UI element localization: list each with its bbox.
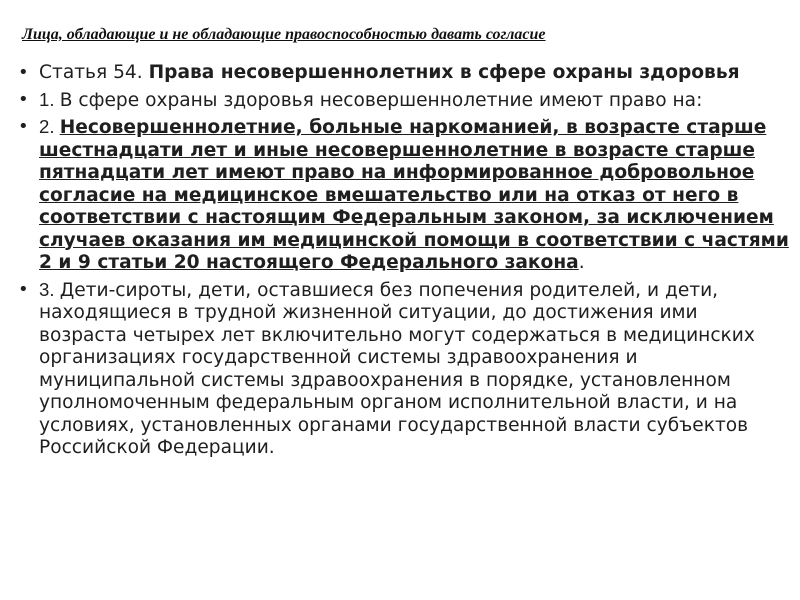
bullet-icon: • (18, 278, 29, 300)
item-text: Дети-сироты, дети, оставшиеся без попечения родителей, и дети, находящиеся в трудной жизненной ситуации, до достижения ими возраста четырех лет включительно могут содержаться в медицинских организациях государственной системы здравоохранения и муниципальной системы здравоохранения в порядке, установленном уполномоченным федеральным органом исполнительной власти, и на условиях, установленных органами государственной власти субъектов Российской Федерации. (39, 279, 755, 458)
item-prefix: Статья 54. (39, 62, 149, 83)
item-text-emphasized: Несовершеннолетние, больные наркоманией, в возрасте старше шестнадцати лет и иные несовершеннолетние в возрасте старше пятнадцати лет имеют право на информированное добровольное согласие на медицинское вмешательство или на отказ от него в соответствии с настоящим Федеральным законом, за исключением случаев оказания им медицинской помощи в соответствии с частями 2 и 9 статьи 20 настоящего Федерального закона (39, 117, 789, 273)
item-text: В сфере охраны здоровья несовершеннолетние имеют право на: (59, 89, 703, 111)
item-number: 1. (39, 88, 60, 110)
article-heading: Права несовершеннолетних в сфере охраны здоровья (148, 62, 740, 83)
list-item-point-1 (14, 89, 789, 113)
list-item-point-3 (14, 279, 789, 460)
content-list (14, 62, 789, 464)
item-suffix: . (578, 252, 585, 273)
bullet-icon: • (18, 88, 29, 110)
list-item-point-2 (14, 116, 789, 275)
slide-title: Лица, обладающие и не обладающие правоспособностью давать согласие (22, 26, 546, 43)
item-number: 3. (39, 278, 60, 300)
bullet-icon: • (18, 62, 29, 83)
bullet-icon: • (18, 116, 29, 137)
list-item-article-54 (14, 62, 789, 85)
item-number: 2. (39, 116, 60, 137)
